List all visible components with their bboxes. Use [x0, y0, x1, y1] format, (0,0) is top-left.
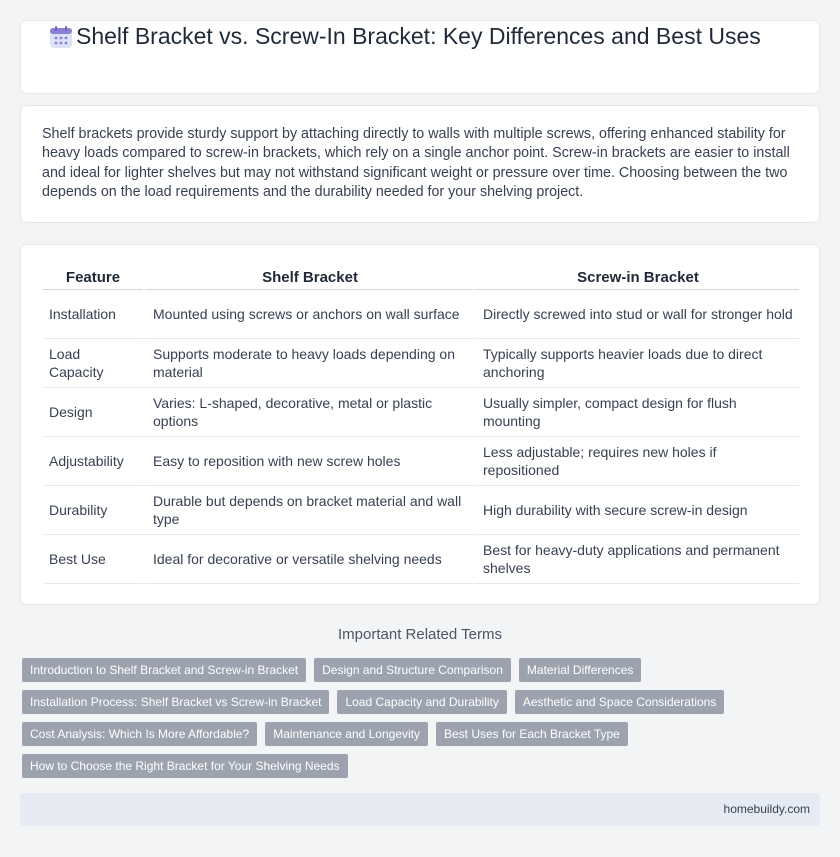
related-term-tag[interactable]: Cost Analysis: Which Is More Affordable?	[22, 722, 257, 746]
shelf-bracket-cell: Ideal for decorative or versatile shelving needs	[143, 535, 473, 584]
shelf-bracket-cell: Supports moderate to heavy loads depending on material	[143, 339, 473, 388]
related-term-tag[interactable]: Material Differences	[519, 658, 642, 682]
screw-in-bracket-cell: Directly screwed into stud or wall for stronger hold	[473, 290, 799, 339]
screw-in-bracket-cell: Usually simpler, compact design for flush mounting	[473, 388, 799, 437]
shelf-bracket-cell: Mounted using screws or anchors on wall surface	[143, 290, 473, 339]
footer	[20, 793, 820, 826]
calendar-icon	[48, 24, 74, 50]
related-term-tag[interactable]: Design and Structure Comparison	[314, 658, 511, 682]
page-title: Shelf Bracket vs. Screw-In Bracket: Key Differences and Best Uses	[76, 23, 761, 49]
comparison-table-card	[20, 244, 820, 605]
table-row	[43, 290, 799, 339]
feature-cell: Design	[43, 388, 143, 437]
column-header-feature: Feature	[43, 265, 143, 290]
shelf-bracket-cell: Varies: L-shaped, decorative, metal or plastic options	[143, 388, 473, 437]
shelf-bracket-cell: Durable but depends on bracket material and wall type	[143, 486, 473, 535]
feature-cell: Installation	[43, 290, 143, 339]
related-term-tag[interactable]: How to Choose the Right Bracket for Your Shelving Needs	[22, 754, 348, 778]
table-row	[43, 388, 799, 437]
table-row	[43, 535, 799, 584]
related-term-tag[interactable]: Best Uses for Each Bracket Type	[436, 722, 628, 746]
intro-card	[20, 105, 820, 223]
feature-cell: Durability	[43, 486, 143, 535]
column-header-shelf-bracket: Shelf Bracket	[143, 265, 473, 290]
screw-in-bracket-cell: High durability with secure screw-in design	[473, 486, 799, 535]
related-term-tag[interactable]: Introduction to Shelf Bracket and Screw-in Bracket	[22, 658, 306, 682]
related-terms-list	[22, 658, 822, 778]
related-term-tag[interactable]: Maintenance and Longevity	[265, 722, 428, 746]
screw-in-bracket-cell: Best for heavy-duty applications and permanent shelves	[473, 535, 799, 584]
table-header-row	[43, 265, 799, 290]
table-row	[43, 339, 799, 388]
feature-cell: Adjustability	[43, 437, 143, 486]
intro-paragraph: Shelf brackets provide sturdy support by attaching directly to walls with multiple screws, offering enhanced stability for heavy loads compared to screw-in brackets, which rely on a single anchor point. Screw-in brackets are easier to install and ideal for lighter shelves but may not withstand significant weight or pressure over time. Choosing between the two depends on the load requirements and the durability needed for your shelving project.	[42, 126, 790, 201]
related-terms-title: Important Related Terms	[338, 626, 502, 643]
screw-in-bracket-cell: Less adjustable; requires new holes if repositioned	[473, 437, 799, 486]
shelf-bracket-cell: Easy to reposition with new screw holes	[143, 437, 473, 486]
related-term-tag[interactable]: Aesthetic and Space Considerations	[515, 690, 724, 714]
feature-cell: Best Use	[43, 535, 143, 584]
related-term-tag[interactable]: Load Capacity and Durability	[337, 690, 506, 714]
table-row	[43, 437, 799, 486]
feature-cell: Load Capacity	[43, 339, 143, 388]
table-row	[43, 486, 799, 535]
comparison-table	[43, 265, 799, 584]
column-header-screw-in-bracket: Screw-in Bracket	[473, 265, 799, 290]
related-term-tag[interactable]: Installation Process: Shelf Bracket vs Screw-in Bracket	[22, 690, 329, 714]
screw-in-bracket-cell: Typically supports heavier loads due to direct anchoring	[473, 339, 799, 388]
footer-site-link[interactable]: homebuildy.com	[723, 802, 810, 816]
